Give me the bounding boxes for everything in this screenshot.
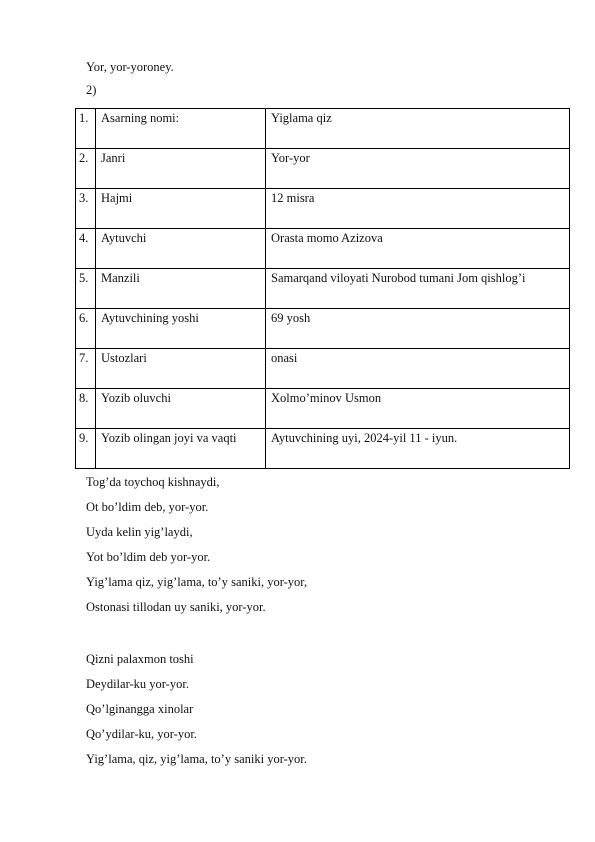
table-row (76, 229, 570, 269)
poem-line: Yot bo’ldim deb yor-yor. (86, 550, 211, 564)
row-value: Samarqand viloyati Nurobod tumani Jom qishlog’i (266, 269, 570, 309)
poem-line: Uyda kelin yig’laydi, (86, 525, 193, 539)
poem-line: Tog’da toychoq kishnaydi, (86, 475, 220, 489)
poem-line: Yig’lama qiz, yig’lama, to’y saniki, yor-yor, (86, 575, 308, 589)
row-number: 1. (76, 109, 96, 149)
row-value: 12 misra (266, 189, 570, 229)
row-key: Hajmi (96, 189, 266, 229)
section-number: 2) (86, 83, 97, 97)
row-value: Yiglama qiz (266, 109, 570, 149)
row-number: 2. (76, 149, 96, 189)
row-key: Yozib oluvchi (96, 389, 266, 429)
poem-line: Ot bo’ldim deb, yor-yor. (86, 500, 209, 514)
row-number: 6. (76, 309, 96, 349)
header-line-1: Yor, yor-yoroney. (86, 60, 174, 74)
table-row (76, 349, 570, 389)
poem-line: Qizni palaxmon toshi (86, 652, 194, 666)
row-key: Asarning nomi: (96, 109, 266, 149)
row-number: 9. (76, 429, 96, 469)
row-value: onasi (266, 349, 570, 389)
row-number: 5. (76, 269, 96, 309)
poem-line: Qo’ydilar-ku, yor-yor. (86, 727, 197, 741)
table-row (76, 189, 570, 229)
poem-line: Ostonasi tillodan uy saniki, yor-yor. (86, 600, 266, 614)
poem-line: Deydilar-ku yor-yor. (86, 677, 189, 691)
row-number: 8. (76, 389, 96, 429)
info-table (75, 108, 570, 469)
poem-line: Qo’lginangga xinolar (86, 702, 194, 716)
row-number: 7. (76, 349, 96, 389)
row-number: 4. (76, 229, 96, 269)
table-row (76, 149, 570, 189)
row-value: Aytuvchining uyi, 2024-yil 11 - iyun. (266, 429, 570, 469)
table-row (76, 269, 570, 309)
table-row (76, 309, 570, 349)
row-key: Yozib olingan joyi va vaqti (96, 429, 266, 469)
row-number: 3. (76, 189, 96, 229)
poem-line: Yig’lama, qiz, yig’lama, to’y saniki yor-yor. (86, 752, 307, 766)
row-key: Manzili (96, 269, 266, 309)
row-key: Aytuvchining yoshi (96, 309, 266, 349)
table-row (76, 389, 570, 429)
row-value: 69 yosh (266, 309, 570, 349)
row-value: Orasta momo Azizova (266, 229, 570, 269)
row-value: Xolmo’minov Usmon (266, 389, 570, 429)
table-row (76, 429, 570, 469)
row-key: Aytuvchi (96, 229, 266, 269)
table-row (76, 109, 570, 149)
row-value: Yor-yor (266, 149, 570, 189)
row-key: Janri (96, 149, 266, 189)
row-key: Ustozlari (96, 349, 266, 389)
